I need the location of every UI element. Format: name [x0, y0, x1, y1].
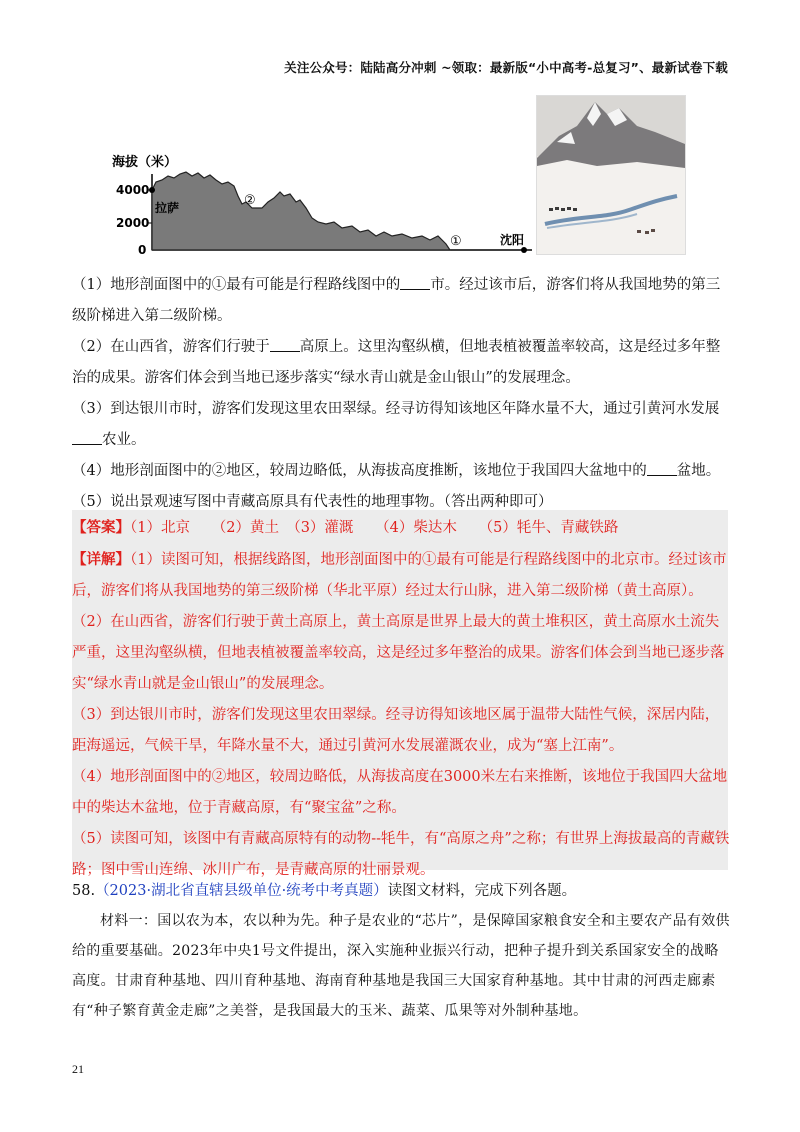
material-one: [72, 906, 732, 1026]
answer-blank: [72, 430, 102, 445]
question-3: （3）到达银川市时，游客们发现这里农田翠绿。经寻访得知该地区年降水量不大，通过引黄河水发展农业。: [72, 401, 720, 448]
detail-tag: 【详解】: [72, 551, 130, 568]
question-58-heading: [72, 876, 732, 907]
page-number: 21: [72, 1062, 84, 1076]
answer-blank: [647, 461, 677, 476]
plateau-landscape-sketch: [536, 95, 686, 255]
question-2: （2）在山西省，游客们行驶于 高原上。这里沟壑纵横，但地表植被覆盖率较高，这是经过多年整治的成果。游客们体会到当地已逐步落实“绿水青山就是金山银山”的发展理念。: [72, 339, 721, 386]
q58-instruction: 读图文材料，完成下列各题。: [387, 883, 577, 899]
answer-tag: 【答案】: [72, 519, 130, 536]
detail-para-1: 【详解】（1）读图可知，根据线路图，地形剖面图中的①最有可能是行程路线图中的北京市。经过该市后，游客们将从我国地势的第三级阶梯（华北平原）经过太行山脉，进入第二级阶梯（黄土高原）。: [72, 551, 727, 599]
marker-2: ②: [244, 193, 256, 208]
landscape-illustration: [537, 96, 685, 254]
q58-source: （2023·湖北省直辖县级单位·统考中考真题）: [95, 883, 388, 899]
detail-para-2: （2）在山西省，游客们行驶于黄土高原上，黄土高原是世界上最大的黄土堆积区，黄土高原水土流失严重，这里沟壑纵横，但地表植被覆盖率较高，这是经过多年整治的成果。游客们体会到当地已逐步落实“绿水青山就是金山银山”的发展理念。: [72, 614, 725, 692]
header-note: 关注公众号：陆陆高分冲刺 ~领取：最新版“小中高考-总复习”、最新试卷下载: [284, 60, 728, 75]
profile-y-label: 海拔（米）: [112, 155, 178, 170]
start-label-lhasa: 拉萨: [155, 201, 180, 215]
end-label-shenyang: 沈阳: [500, 233, 525, 247]
end-point: [521, 247, 527, 253]
answer-section: [72, 512, 732, 886]
answer-blank: [270, 337, 300, 352]
detail-para-4: （4）地形剖面图中的②地区，较周边略低，从海拔高度在3000米左右来推断，该地位于我国四大盆地中的柴达木盆地，位于青藏高原，有“聚宝盆”之称。: [72, 769, 728, 816]
ytick-4000: 4000: [116, 183, 150, 197]
ytick-0: 0: [138, 243, 147, 257]
marker-1: ①: [450, 234, 462, 249]
detail-para-5: （5）读图可知，该图中有青藏高原特有的动物--牦牛，有“高原之舟”之称；有世界上海拔最高的青藏铁路；图中雪山连绵、冰川广布，是青藏高原的壮丽景观。: [72, 831, 730, 878]
question-4: （4）地形剖面图中的②地区，较周边略低，从海拔高度推断，该地位于我国四大盆地中的 盆地。: [72, 463, 721, 479]
answer-text: （1）北京 （2）黄土 （3）灌溉 （4）柴达木 （5）牦牛、青藏铁路: [130, 520, 619, 536]
questions-block: [72, 270, 732, 518]
question-5: （5）说出景观速写图中青藏高原具有代表性的地理事物。（答出两种即可）: [72, 494, 553, 510]
terrain-profile-area: [152, 172, 450, 250]
terrain-profile-diagram: [112, 152, 532, 264]
answer-blank: [400, 275, 430, 290]
q58-number: 58.: [72, 883, 96, 899]
detail-para-3: （3）到达银川市时，游客们发现这里农田翠绿。经寻访得知该地区属于温带大陆性气候，深居内陆，距海遥远，气候干旱，年降水量不大，通过引黄河水发展灌溉农业，成为“塞上江南”。: [72, 707, 720, 754]
ytick-2000: 2000: [116, 216, 150, 230]
material-text: 材料一：国以农为本，农以种为先。种子是农业的“芯片”，是保障国家粮食安全和主要农产品有效供给的重要基础。2023年中央1号文件提出，深入实施种业振兴行动，把种子提升到关系国家安全的战略高度。甘肃育种基地、四川育种基地、海南育种基地是我国三大国家育种基地。其中甘肃的河西走廊素有“种子繁育黄金走廊”之美誉，是我国最大的玉米、蔬菜、瓜果等对外制种基地。: [72, 913, 730, 1019]
start-point: [149, 187, 155, 193]
answer-line: [72, 512, 732, 544]
question-1: （1）地形剖面图中的①最有可能是行程路线图中的 市。经过该市后，游客们将从我国地势的第三级阶梯进入第二级阶梯。: [72, 277, 721, 324]
